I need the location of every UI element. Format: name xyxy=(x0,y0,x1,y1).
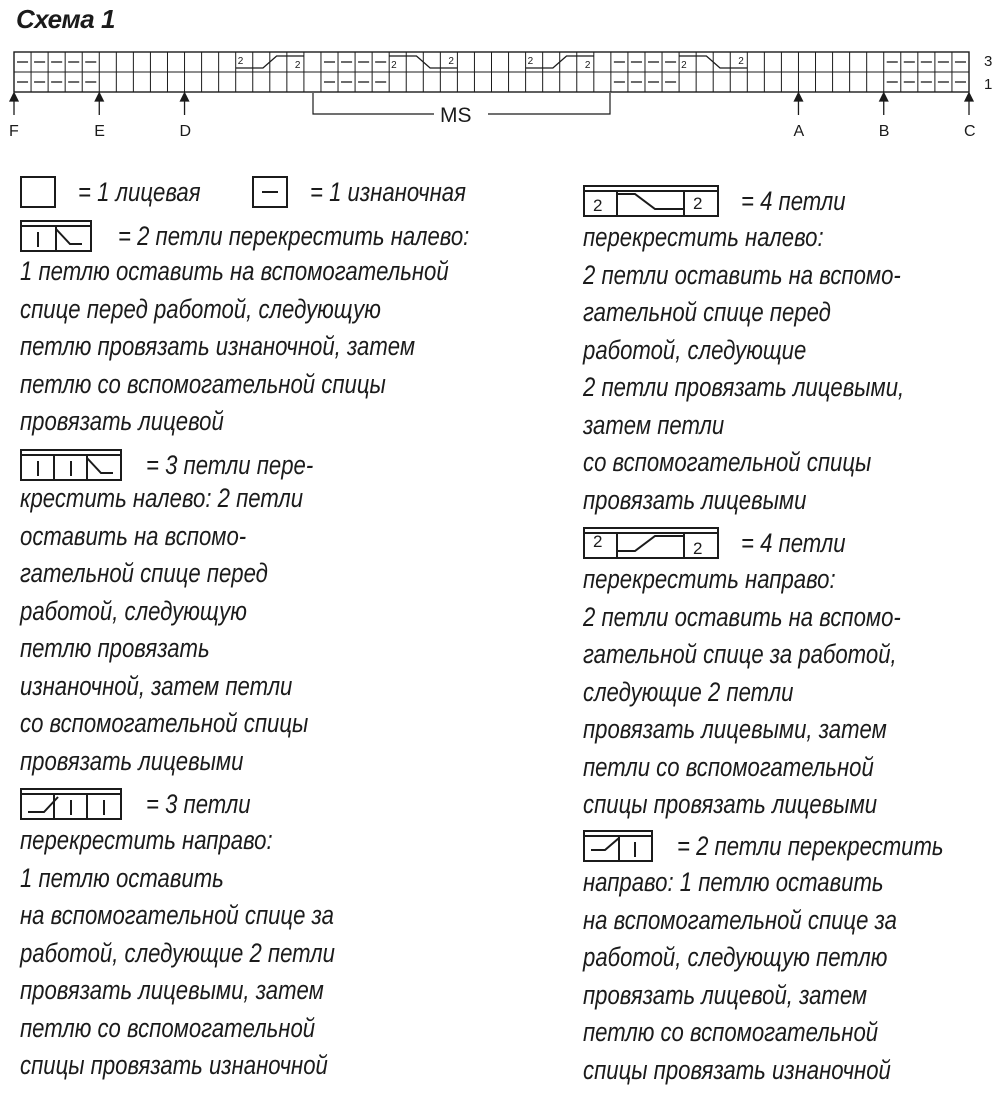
desc-line: провязать лицевыми, затем xyxy=(583,714,887,744)
legend-purl-text: = 1 изнаночная xyxy=(310,176,466,207)
desc-line: 2 петли провязать лицевыми, xyxy=(583,372,905,402)
desc-line: работой, следующую xyxy=(20,595,247,626)
desc-line: провязать лицевой, затем xyxy=(583,979,868,1010)
marker-label: B xyxy=(878,123,890,140)
cross3-left-symbol-icon xyxy=(20,449,122,481)
row-number-3: 3 xyxy=(984,53,993,70)
marker-label: F xyxy=(9,123,19,140)
legend-knit xyxy=(20,175,227,209)
desc-line: крестить налево: 2 петли xyxy=(20,483,304,513)
desc-line: гательной спице перед xyxy=(583,297,831,327)
desc-line: петлю со вспомогательной спицы xyxy=(20,368,386,399)
desc-line: со вспомогательной спицы xyxy=(20,708,309,738)
ms-label: MS xyxy=(440,104,472,127)
desc-line: гательной спице перед xyxy=(20,558,268,588)
chart-markers xyxy=(9,93,976,140)
cross3-right-lead: = 3 петли xyxy=(146,788,251,819)
row-number-1: 1 xyxy=(984,76,993,93)
desc-line: спицы провязать изнаночной xyxy=(20,1050,328,1080)
cross2-left-symbol-icon xyxy=(20,220,92,252)
marker-label: A xyxy=(793,123,805,140)
cross4-left-symbol-icon xyxy=(583,185,719,217)
legend-cross4-right xyxy=(583,525,869,561)
cross3-left-lead: = 3 петли пере- xyxy=(146,449,314,480)
desc-line: перекрестить направо: xyxy=(583,564,836,594)
desc-line: гательной спице за работой, xyxy=(583,639,897,669)
desc-line: перекрестить направо: xyxy=(20,825,273,855)
purl-symbol-icon xyxy=(252,176,288,208)
cross4-right-lead: = 4 петли xyxy=(741,527,846,558)
marker-label: C xyxy=(964,123,976,140)
desc-line: перекрестить налево: xyxy=(583,222,824,252)
marker-arrowhead xyxy=(794,93,802,101)
desc-line: направо: 1 петлю оставить xyxy=(583,867,884,897)
legend-cross4-left xyxy=(583,183,869,219)
desc-line: провязать лицевыми, затем xyxy=(20,975,324,1005)
cable-number: 2 xyxy=(681,60,687,71)
desc-line: петлю со вспомогательной xyxy=(20,1012,316,1043)
knitting-chart xyxy=(0,0,1000,150)
desc-line: 2 петли оставить на вспомо- xyxy=(583,601,901,632)
desc-line: работой, следующую петлю xyxy=(583,942,888,972)
desc-line: провязать лицевой xyxy=(20,406,224,436)
marker-label: E xyxy=(94,123,105,140)
desc-line: работой, следующие xyxy=(583,334,807,365)
desc-line: 2 петли оставить на вспомо- xyxy=(583,259,901,290)
desc-line: со вспомогательной спицы xyxy=(583,447,872,477)
cable-number: 2 xyxy=(527,56,534,67)
desc-line: 1 петлю оставить xyxy=(20,862,224,893)
cross2-right-lead: = 2 петли перекрестить xyxy=(677,830,944,861)
desc-line: петли со вспомогательной xyxy=(583,751,874,782)
cross2-left-lead: = 2 петли перекрестить налево: xyxy=(118,220,470,251)
chart-grid xyxy=(14,52,969,92)
svg-text:2: 2 xyxy=(593,196,603,215)
cable-number: 2 xyxy=(391,60,397,71)
svg-text:2: 2 xyxy=(693,539,703,558)
desc-line: спицы провязать лицевыми xyxy=(583,789,878,819)
desc-line: затем петли xyxy=(583,409,725,440)
legend-cross2-right xyxy=(583,828,1000,864)
desc-line: спице перед работой, следующую xyxy=(20,293,381,324)
cross3-right-symbol-icon xyxy=(20,788,122,820)
desc-line: следующие 2 петли xyxy=(583,676,794,707)
knit-symbol-icon xyxy=(20,176,56,208)
desc-line: на вспомогательной спице за xyxy=(583,904,897,935)
marker-arrowhead xyxy=(95,93,103,101)
desc-line: петлю провязать xyxy=(20,633,210,663)
legend-knit-text: = 1 лицевая xyxy=(78,176,201,207)
chart-title: Схема 1 xyxy=(16,4,115,34)
desc-line: изнаночной, затем петли xyxy=(20,670,293,701)
desc-line: оставить на вспомо- xyxy=(20,520,247,551)
desc-line: на вспомогательной спице за xyxy=(20,900,334,930)
desc-line: 1 петлю оставить на вспомогательной xyxy=(20,256,449,286)
desc-line: провязать лицевыми xyxy=(20,745,244,776)
marker-label: D xyxy=(179,123,192,140)
cross4-right-symbol-icon xyxy=(583,527,719,559)
cross2-right-symbol-icon xyxy=(583,830,653,862)
legend-cross3-left xyxy=(20,447,350,483)
legend-purl xyxy=(252,175,500,209)
desc-line: провязать лицевыми xyxy=(583,484,807,515)
cable-number: 2 xyxy=(294,60,301,71)
marker-arrowhead xyxy=(10,93,18,101)
cable-number: 2 xyxy=(738,56,744,67)
svg-text:2: 2 xyxy=(693,194,703,213)
desc-line: петлю со вспомогательной xyxy=(583,1017,879,1047)
cable-number: 2 xyxy=(237,56,244,67)
cable-number: 2 xyxy=(584,60,591,71)
cross4-left-lead: = 4 петли xyxy=(741,185,846,216)
svg-text:2: 2 xyxy=(593,532,603,551)
legend-cross2-left xyxy=(20,218,546,254)
desc-line: работой, следующие 2 петли xyxy=(20,937,335,968)
marker-arrowhead xyxy=(181,93,189,101)
desc-line: петлю провязать изнаночной, затем xyxy=(20,331,416,361)
desc-line: спицы провязать изнаночной xyxy=(583,1054,891,1085)
marker-arrowhead xyxy=(965,93,973,101)
cable-number: 2 xyxy=(448,56,454,67)
legend-cross3-right xyxy=(20,786,274,822)
marker-arrowhead xyxy=(880,93,888,101)
